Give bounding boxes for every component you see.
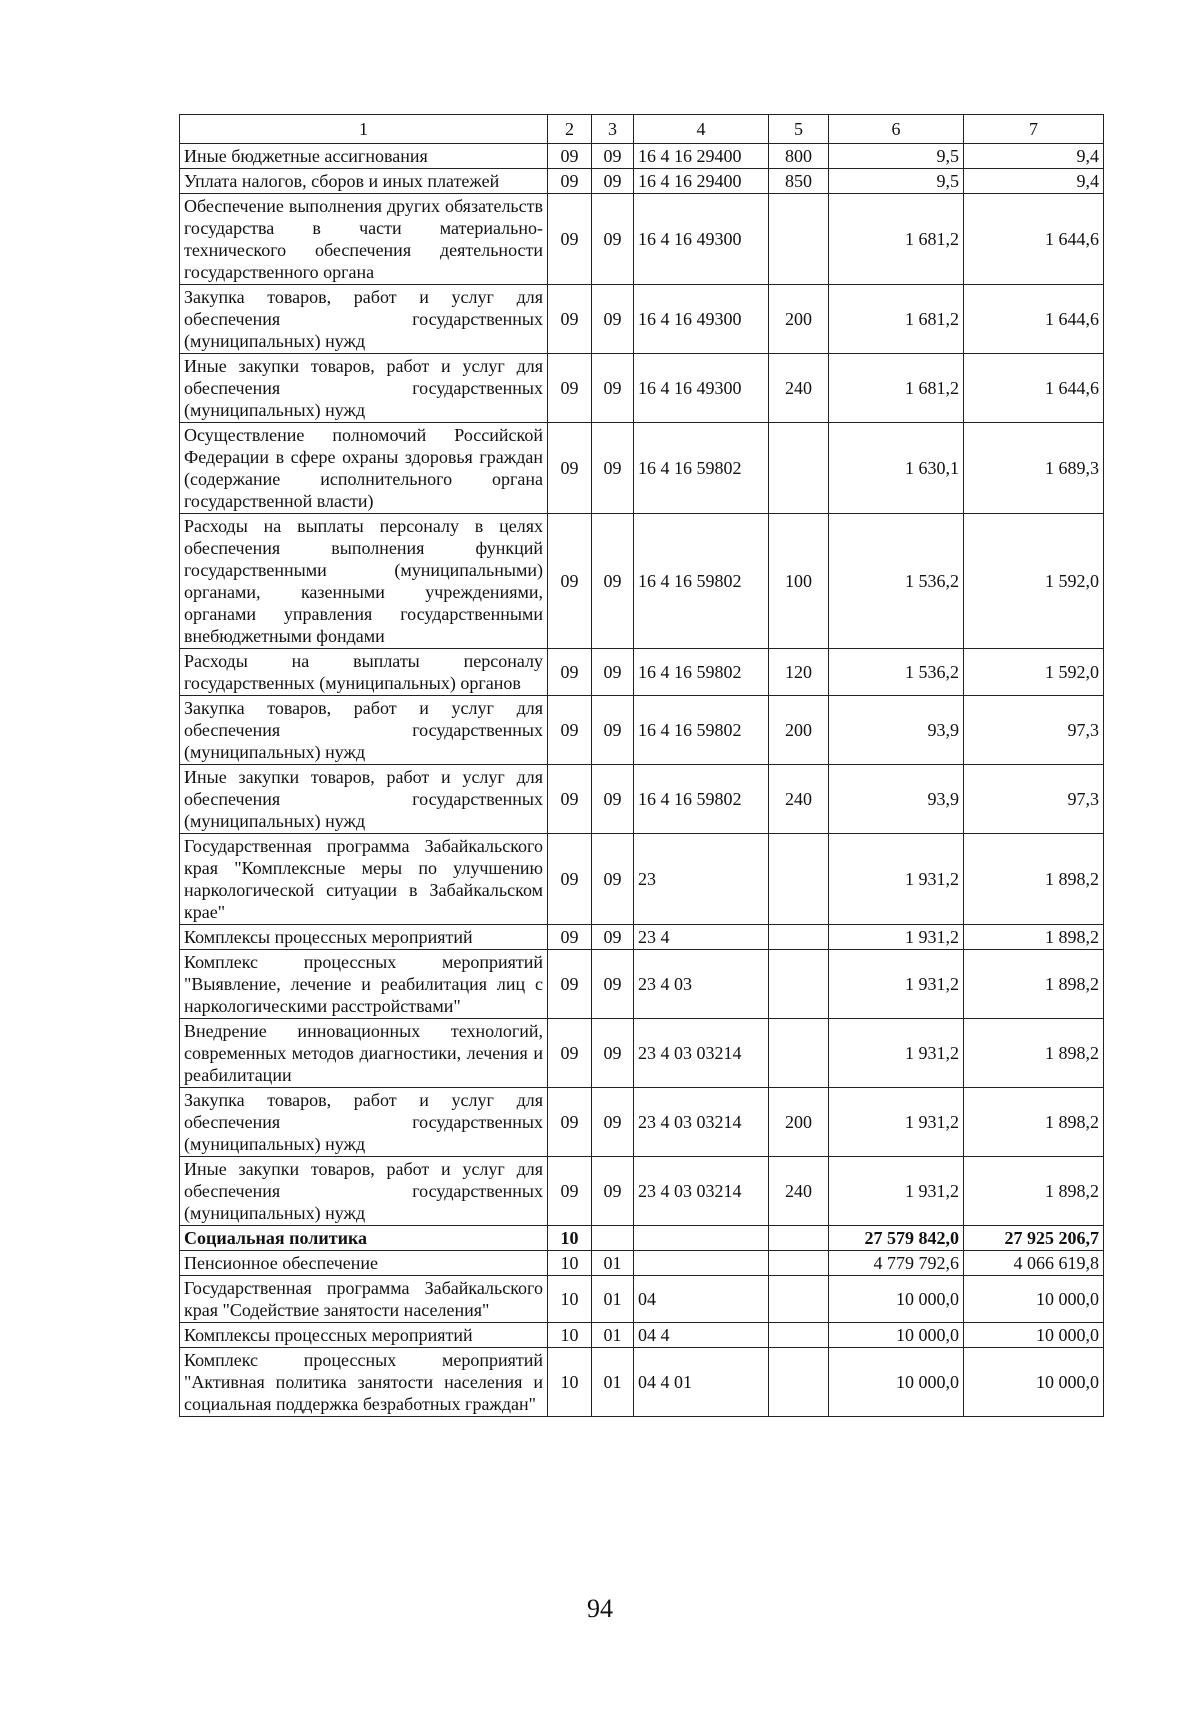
target-article-cell: 16 4 16 59802 bbox=[634, 765, 769, 834]
amount-year-2-cell: 1 898,2 bbox=[964, 1157, 1104, 1226]
table-row bbox=[180, 1088, 1104, 1157]
amount-year-1-cell: 1 681,2 bbox=[829, 194, 964, 285]
table-row bbox=[180, 1226, 1104, 1251]
section-code-cell: 09 bbox=[548, 354, 592, 423]
target-article-cell: 16 4 16 59802 bbox=[634, 649, 769, 696]
expense-type-cell bbox=[769, 1226, 829, 1251]
column-header: 7 bbox=[964, 115, 1104, 144]
row-name-cell: Закупка товаров, работ и услуг для обеспечения государственных (муниципальных) нужд bbox=[180, 696, 548, 765]
row-name-cell: Осуществление полномочий Российской Федерации в сфере охраны здоровья граждан (содержание исполнительного органа государственной власти) bbox=[180, 423, 548, 514]
column-header: 2 bbox=[548, 115, 592, 144]
expense-type-cell: 240 bbox=[769, 1157, 829, 1226]
subsection-code-cell: 01 bbox=[592, 1251, 634, 1276]
amount-year-1-cell: 1 681,2 bbox=[829, 354, 964, 423]
amount-year-2-cell: 10 000,0 bbox=[964, 1323, 1104, 1348]
amount-year-2-cell: 97,3 bbox=[964, 696, 1104, 765]
table-row bbox=[180, 696, 1104, 765]
amount-year-2-cell: 1 898,2 bbox=[964, 1088, 1104, 1157]
target-article-cell: 16 4 16 49300 bbox=[634, 354, 769, 423]
expense-type-cell: 240 bbox=[769, 354, 829, 423]
amount-year-2-cell: 9,4 bbox=[964, 169, 1104, 194]
subsection-code-cell: 01 bbox=[592, 1348, 634, 1417]
row-name-cell: Расходы на выплаты персоналу в целях обеспечения выполнения функций государственными (муниципальными) органами, казенными учреждениями, органами управления государственными внебюджетными фондами bbox=[180, 514, 548, 649]
target-article-cell: 23 4 bbox=[634, 925, 769, 950]
amount-year-2-cell: 1 898,2 bbox=[964, 834, 1104, 925]
expense-type-cell bbox=[769, 925, 829, 950]
row-name-cell: Государственная программа Забайкальского края "Комплексные меры по улучшению наркологической ситуации в Забайкальском крае" bbox=[180, 834, 548, 925]
section-code-cell: 09 bbox=[548, 1019, 592, 1088]
expense-type-cell bbox=[769, 1276, 829, 1323]
row-name-cell: Обеспечение выполнения других обязательств государства в части материально-технического обеспечения деятельности государственного органа bbox=[180, 194, 548, 285]
table-row bbox=[180, 144, 1104, 169]
amount-year-1-cell: 27 579 842,0 bbox=[829, 1226, 964, 1251]
subsection-code-cell: 01 bbox=[592, 1276, 634, 1323]
row-name-cell: Иные закупки товаров, работ и услуг для обеспечения государственных (муниципальных) нужд bbox=[180, 1157, 548, 1226]
target-article-cell: 16 4 16 59802 bbox=[634, 514, 769, 649]
amount-year-2-cell: 1 898,2 bbox=[964, 950, 1104, 1019]
section-code-cell: 09 bbox=[548, 1157, 592, 1226]
section-code-cell: 10 bbox=[548, 1276, 592, 1323]
section-code-cell: 10 bbox=[548, 1226, 592, 1251]
subsection-code-cell: 09 bbox=[592, 285, 634, 354]
section-code-cell: 09 bbox=[548, 649, 592, 696]
target-article-cell: 16 4 16 29400 bbox=[634, 169, 769, 194]
column-header: 4 bbox=[634, 115, 769, 144]
table-row bbox=[180, 1276, 1104, 1323]
expense-type-cell bbox=[769, 423, 829, 514]
amount-year-1-cell: 9,5 bbox=[829, 144, 964, 169]
section-code-cell: 09 bbox=[548, 194, 592, 285]
subsection-code-cell: 09 bbox=[592, 696, 634, 765]
amount-year-1-cell: 9,5 bbox=[829, 169, 964, 194]
subsection-code-cell: 09 bbox=[592, 169, 634, 194]
subsection-code-cell: 09 bbox=[592, 194, 634, 285]
target-article-cell: 23 bbox=[634, 834, 769, 925]
column-header: 6 bbox=[829, 115, 964, 144]
section-code-cell: 09 bbox=[548, 285, 592, 354]
row-name-cell: Закупка товаров, работ и услуг для обеспечения государственных (муниципальных) нужд bbox=[180, 285, 548, 354]
amount-year-2-cell: 1 644,6 bbox=[964, 194, 1104, 285]
row-name-cell: Закупка товаров, работ и услуг для обеспечения государственных (муниципальных) нужд bbox=[180, 1088, 548, 1157]
row-name-cell: Пенсионное обеспечение bbox=[180, 1251, 548, 1276]
amount-year-2-cell: 1 592,0 bbox=[964, 514, 1104, 649]
section-code-cell: 10 bbox=[548, 1323, 592, 1348]
amount-year-1-cell: 1 931,2 bbox=[829, 834, 964, 925]
amount-year-2-cell: 1 898,2 bbox=[964, 925, 1104, 950]
amount-year-1-cell: 1 931,2 bbox=[829, 1019, 964, 1088]
target-article-cell: 23 4 03 03214 bbox=[634, 1019, 769, 1088]
amount-year-1-cell: 10 000,0 bbox=[829, 1323, 964, 1348]
subsection-code-cell: 09 bbox=[592, 354, 634, 423]
target-article-cell: 04 bbox=[634, 1276, 769, 1323]
section-code-cell: 09 bbox=[548, 950, 592, 1019]
row-name-cell: Комплекс процессных мероприятий "Активная политика занятости населения и социальная поддержка безработных граждан" bbox=[180, 1348, 548, 1417]
table-header-row bbox=[180, 115, 1104, 144]
amount-year-1-cell: 1 931,2 bbox=[829, 925, 964, 950]
expense-type-cell bbox=[769, 1251, 829, 1276]
target-article-cell: 16 4 16 59802 bbox=[634, 696, 769, 765]
row-name-cell: Комплексы процессных мероприятий bbox=[180, 925, 548, 950]
table-row bbox=[180, 1157, 1104, 1226]
expense-type-cell bbox=[769, 1019, 829, 1088]
table-row bbox=[180, 1251, 1104, 1276]
row-name-cell: Уплата налогов, сборов и иных платежей bbox=[180, 169, 548, 194]
section-code-cell: 10 bbox=[548, 1348, 592, 1417]
table-row bbox=[180, 765, 1104, 834]
row-name-cell: Расходы на выплаты персоналу государственных (муниципальных) органов bbox=[180, 649, 548, 696]
amount-year-1-cell: 1 931,2 bbox=[829, 1157, 964, 1226]
table-row bbox=[180, 285, 1104, 354]
row-name-cell: Иные бюджетные ассигнования bbox=[180, 144, 548, 169]
subsection-code-cell: 09 bbox=[592, 950, 634, 1019]
target-article-cell bbox=[634, 1251, 769, 1276]
amount-year-2-cell: 9,4 bbox=[964, 144, 1104, 169]
row-name-cell: Иные закупки товаров, работ и услуг для обеспечения государственных (муниципальных) нужд bbox=[180, 765, 548, 834]
amount-year-1-cell: 10 000,0 bbox=[829, 1276, 964, 1323]
subsection-code-cell: 09 bbox=[592, 514, 634, 649]
amount-year-2-cell: 27 925 206,7 bbox=[964, 1226, 1104, 1251]
amount-year-1-cell: 1 931,2 bbox=[829, 950, 964, 1019]
amount-year-2-cell: 10 000,0 bbox=[964, 1348, 1104, 1417]
expense-type-cell: 240 bbox=[769, 765, 829, 834]
amount-year-1-cell: 93,9 bbox=[829, 696, 964, 765]
target-article-cell bbox=[634, 1226, 769, 1251]
subsection-code-cell: 09 bbox=[592, 649, 634, 696]
expense-type-cell bbox=[769, 1323, 829, 1348]
subsection-code-cell: 09 bbox=[592, 1019, 634, 1088]
row-name-cell: Социальная политика bbox=[180, 1226, 548, 1251]
column-header: 5 bbox=[769, 115, 829, 144]
section-code-cell: 09 bbox=[548, 423, 592, 514]
amount-year-2-cell: 1 898,2 bbox=[964, 1019, 1104, 1088]
amount-year-1-cell: 1 630,1 bbox=[829, 423, 964, 514]
amount-year-2-cell: 10 000,0 bbox=[964, 1276, 1104, 1323]
table-row bbox=[180, 649, 1104, 696]
subsection-code-cell: 09 bbox=[592, 423, 634, 514]
column-header: 3 bbox=[592, 115, 634, 144]
table-row bbox=[180, 169, 1104, 194]
table-row bbox=[180, 1348, 1104, 1417]
section-code-cell: 09 bbox=[548, 1088, 592, 1157]
column-header: 1 bbox=[180, 115, 548, 144]
subsection-code-cell: 09 bbox=[592, 144, 634, 169]
target-article-cell: 16 4 16 49300 bbox=[634, 194, 769, 285]
target-article-cell: 16 4 16 59802 bbox=[634, 423, 769, 514]
table-row bbox=[180, 354, 1104, 423]
row-name-cell: Комплекс процессных мероприятий "Выявление, лечение и реабилитация лиц с наркологическими расстройствами" bbox=[180, 950, 548, 1019]
expense-type-cell bbox=[769, 950, 829, 1019]
amount-year-2-cell: 1 644,6 bbox=[964, 354, 1104, 423]
expense-type-cell: 200 bbox=[769, 1088, 829, 1157]
section-code-cell: 09 bbox=[548, 834, 592, 925]
amount-year-1-cell: 1 536,2 bbox=[829, 649, 964, 696]
table-row bbox=[180, 1019, 1104, 1088]
expense-type-cell bbox=[769, 194, 829, 285]
amount-year-2-cell: 4 066 619,8 bbox=[964, 1251, 1104, 1276]
row-name-cell: Внедрение инновационных технологий, современных методов диагностики, лечения и реабилитации bbox=[180, 1019, 548, 1088]
section-code-cell: 09 bbox=[548, 696, 592, 765]
expense-type-cell bbox=[769, 834, 829, 925]
amount-year-1-cell: 4 779 792,6 bbox=[829, 1251, 964, 1276]
amount-year-1-cell: 1 931,2 bbox=[829, 1088, 964, 1157]
section-code-cell: 09 bbox=[548, 169, 592, 194]
row-name-cell: Иные закупки товаров, работ и услуг для обеспечения государственных (муниципальных) нужд bbox=[180, 354, 548, 423]
budget-table bbox=[179, 114, 1104, 1417]
subsection-code-cell bbox=[592, 1226, 634, 1251]
expense-type-cell: 850 bbox=[769, 169, 829, 194]
expense-type-cell: 200 bbox=[769, 285, 829, 354]
amount-year-1-cell: 1 681,2 bbox=[829, 285, 964, 354]
section-code-cell: 09 bbox=[548, 144, 592, 169]
subsection-code-cell: 09 bbox=[592, 1157, 634, 1226]
row-name-cell: Комплексы процессных мероприятий bbox=[180, 1323, 548, 1348]
subsection-code-cell: 01 bbox=[592, 1323, 634, 1348]
amount-year-1-cell: 10 000,0 bbox=[829, 1348, 964, 1417]
expense-type-cell: 200 bbox=[769, 696, 829, 765]
table-row bbox=[180, 423, 1104, 514]
section-code-cell: 10 bbox=[548, 1251, 592, 1276]
amount-year-2-cell: 1 592,0 bbox=[964, 649, 1104, 696]
target-article-cell: 23 4 03 03214 bbox=[634, 1088, 769, 1157]
expense-type-cell: 100 bbox=[769, 514, 829, 649]
table-row bbox=[180, 1323, 1104, 1348]
target-article-cell: 23 4 03 bbox=[634, 950, 769, 1019]
table-row bbox=[180, 950, 1104, 1019]
target-article-cell: 23 4 03 03214 bbox=[634, 1157, 769, 1226]
amount-year-2-cell: 1 644,6 bbox=[964, 285, 1104, 354]
table-row bbox=[180, 194, 1104, 285]
section-code-cell: 09 bbox=[548, 925, 592, 950]
page-number: 94 bbox=[587, 1594, 613, 1623]
expense-type-cell: 120 bbox=[769, 649, 829, 696]
target-article-cell: 16 4 16 29400 bbox=[634, 144, 769, 169]
target-article-cell: 16 4 16 49300 bbox=[634, 285, 769, 354]
table-row bbox=[180, 834, 1104, 925]
subsection-code-cell: 09 bbox=[592, 925, 634, 950]
section-code-cell: 09 bbox=[548, 765, 592, 834]
table-row bbox=[180, 514, 1104, 649]
subsection-code-cell: 09 bbox=[592, 834, 634, 925]
expense-type-cell: 800 bbox=[769, 144, 829, 169]
table-row bbox=[180, 925, 1104, 950]
section-code-cell: 09 bbox=[548, 514, 592, 649]
subsection-code-cell: 09 bbox=[592, 765, 634, 834]
amount-year-1-cell: 1 536,2 bbox=[829, 514, 964, 649]
subsection-code-cell: 09 bbox=[592, 1088, 634, 1157]
amount-year-1-cell: 93,9 bbox=[829, 765, 964, 834]
table-body bbox=[180, 144, 1104, 1417]
row-name-cell: Государственная программа Забайкальского края "Содействие занятости населения" bbox=[180, 1276, 548, 1323]
target-article-cell: 04 4 01 bbox=[634, 1348, 769, 1417]
amount-year-2-cell: 1 689,3 bbox=[964, 423, 1104, 514]
target-article-cell: 04 4 bbox=[634, 1323, 769, 1348]
expense-type-cell bbox=[769, 1348, 829, 1417]
amount-year-2-cell: 97,3 bbox=[964, 765, 1104, 834]
